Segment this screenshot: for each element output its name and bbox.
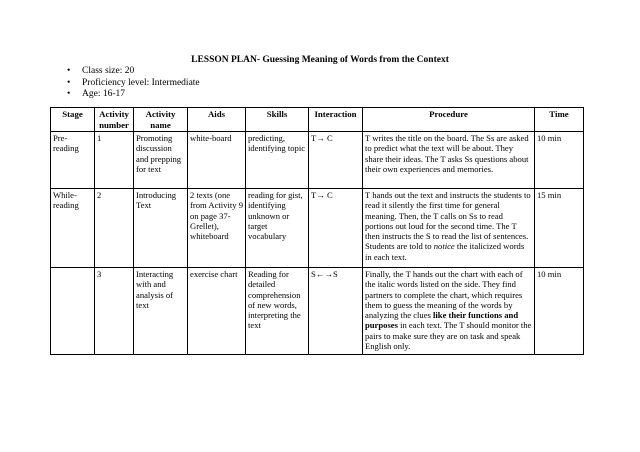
procedure-text: the italicized words in each text.	[365, 241, 525, 262]
stage-cell	[51, 268, 95, 355]
table-row	[51, 268, 584, 355]
header-interaction: Interaction	[309, 108, 363, 132]
class-size-item: • Class size: 20	[66, 66, 200, 78]
procedure-emphasis: notice	[433, 241, 455, 252]
procedure-text: T hands out the text and instructs the students to read it silently the first time for general meaning. Then, the T calls on Ss to read portions out loud for the second time. The T then instructs the S to read the list of sentences. Students are told to	[365, 190, 531, 252]
stage-cell: Pre-reading	[51, 132, 95, 189]
header-aids: Aids	[188, 108, 246, 132]
interaction-cell: T→ C	[309, 132, 363, 189]
procedure-text: in each text. The T should monitor the pairs to make sure they are on task and speak English only.	[365, 320, 532, 352]
procedure-cell	[363, 189, 535, 268]
activity-number-cell: 3	[95, 268, 134, 355]
activity-name-cell: Introducing Text	[134, 189, 188, 268]
time-cell: 10 min	[535, 132, 584, 189]
procedure-bold: like their functions and purposes	[365, 310, 519, 331]
header-procedure: Procedure	[363, 108, 535, 132]
header-activity-name: Activity name	[134, 108, 188, 132]
aids-cell: exercise chart	[188, 268, 246, 355]
time-cell: 15 min	[535, 189, 584, 268]
skills-cell: predicting, identifying topic	[246, 132, 309, 189]
activity-name-cell: Interacting with and analysis of text	[134, 268, 188, 355]
header-skills: Skills	[246, 108, 309, 132]
activity-number-cell: 1	[95, 132, 134, 189]
document-title: LESSON PLAN- Guessing Meaning of Words from the Context	[191, 55, 449, 65]
interaction-cell: S←→S	[309, 268, 363, 355]
stage-cell: While-reading	[51, 189, 95, 268]
procedure-cell: T writes the title on the board. The Ss are asked to predict what the text will be about. They share their ideas. The T asks Ss questions about their own experiences and memories.	[363, 132, 535, 189]
procedure-text: Finally, the T hands out the chart with each of the italic words listed on the side. They find partners to complete the chart, which requires them to guess the meaning of the words by analyzing the clues	[365, 269, 523, 321]
activity-name-cell: Promoting discussion and prepping for text	[134, 132, 188, 189]
interaction-cell: T→ C	[309, 189, 363, 268]
table-row	[51, 189, 584, 268]
skills-cell: Reading for detailed comprehension of new words, interpreting the text	[246, 268, 309, 355]
aids-cell: white-board	[188, 132, 246, 189]
time-cell: 10 min	[535, 268, 584, 355]
lesson-plan-table	[50, 107, 584, 355]
procedure-cell	[363, 268, 535, 355]
table-header-row	[51, 108, 584, 132]
header-stage: Stage	[51, 108, 95, 132]
activity-number-cell: 2	[95, 189, 134, 268]
proficiency-item: • Proficiency level: Intermediate	[66, 78, 200, 90]
table-row	[51, 132, 584, 189]
header-time: Time	[535, 108, 584, 132]
class-info-list	[66, 66, 200, 101]
age-item: • Age: 16-17	[66, 89, 200, 101]
aids-cell: 2 texts (one from Activity 9 on page 37- Grellet), whiteboard	[188, 189, 246, 268]
skills-cell: reading for gist, identifying unknown or target vocabulary	[246, 189, 309, 268]
header-activity-number: Activity number	[95, 108, 134, 132]
